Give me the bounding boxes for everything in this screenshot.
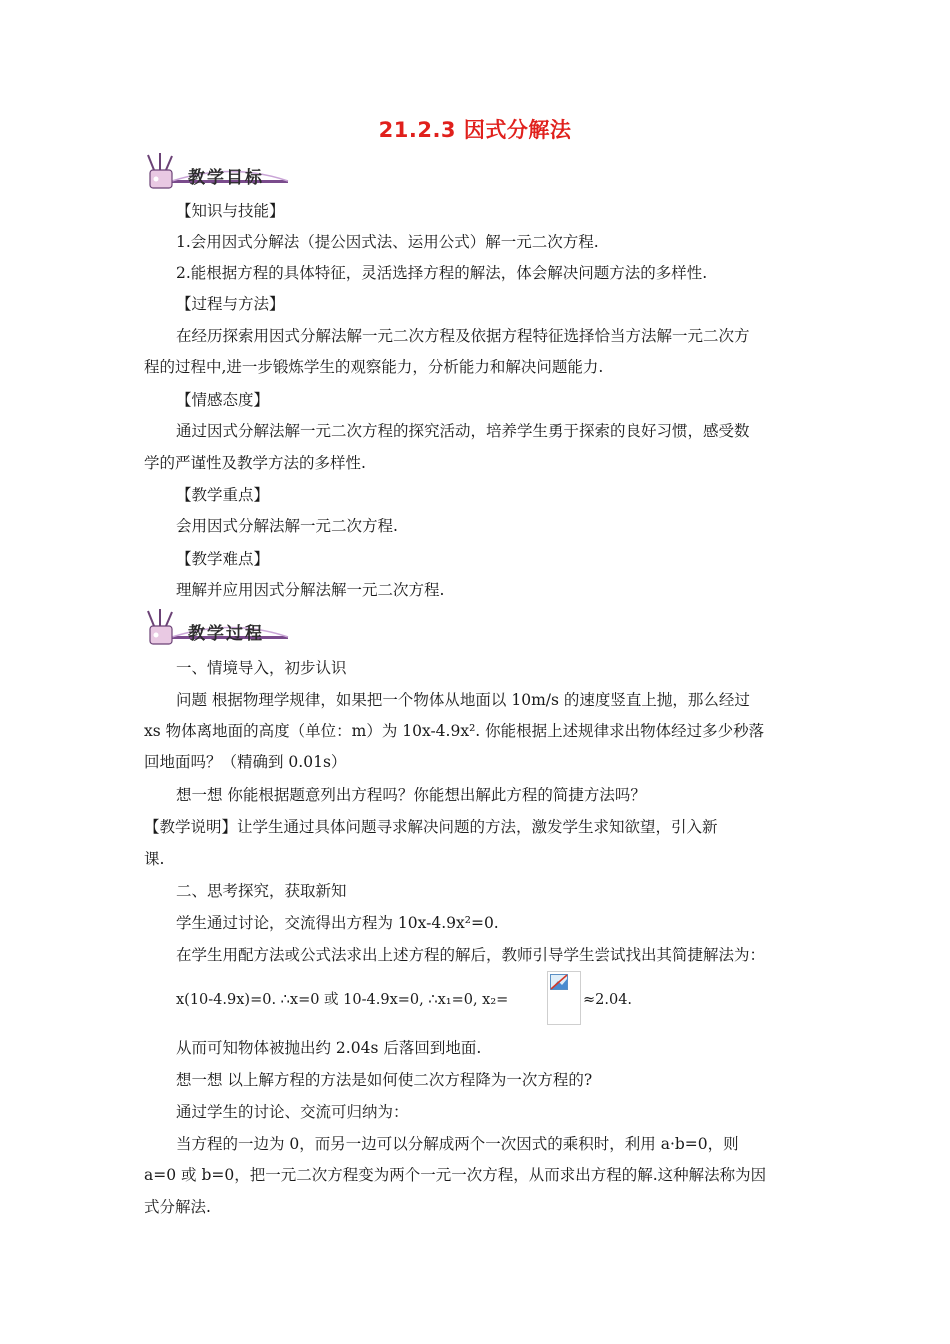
- broken-image-icon: [550, 974, 568, 990]
- text-line: 【教学难点】: [176, 550, 270, 568]
- text-line: 在学生用配方法或公式法求出上述方程的解后，教师引导学生尝试找出其简捷解法为：: [176, 946, 766, 964]
- equation-right: ≈2.04.: [583, 992, 633, 1008]
- text-line: 一、情境导入，初步认识: [176, 659, 347, 677]
- text-line: 问题 根据物理学规律，如果把一个物体从地面以 10m/s 的速度竖直上抛，那么经过: [176, 691, 750, 709]
- text-line: 回地面吗？（精确到 0.01s）: [144, 753, 347, 771]
- equation-left: x(10-4.9x)=0. ∴x=0 或 10-4.9x=0, ∴x₁=0, x₂=: [176, 992, 509, 1008]
- text-line: 【教学说明】让学生通过具体问题寻求解决问题的方法，激发学生求知欲望，引入新: [144, 818, 718, 836]
- text-line: 在经历探索用因式分解法解一元二次方程及依据方程特征选择恰当方法解一元二次方: [176, 327, 750, 345]
- text-line: 【情感态度】: [176, 391, 270, 409]
- section-heading-process-label: 教学过程: [188, 624, 264, 644]
- text-line: 式分解法.: [144, 1198, 211, 1216]
- text-line: 学的严谨性及教学方法的多样性.: [144, 454, 366, 472]
- section-heading-goals: [142, 152, 292, 196]
- page-title: 21.2.3 因式分解法: [378, 118, 572, 142]
- text-line: 程的过程中,进一步锻炼学生的观察能力，分析能力和解决问题能力.: [144, 358, 604, 376]
- text-line: 会用因式分解法解一元二次方程.: [176, 517, 398, 535]
- text-line: 想一想 以上解方程的方法是如何使二次方程降为一次方程的?: [176, 1071, 593, 1089]
- text-line: 想一想 你能根据题意列出方程吗？你能想出解此方程的简捷方法吗？: [176, 786, 646, 804]
- section-heading-process: [142, 608, 292, 652]
- text-line: 通过学生的讨论、交流可归纳为：: [176, 1103, 409, 1121]
- text-line: 【过程与方法】: [176, 295, 285, 313]
- text-line: 2.能根据方程的具体特征，灵活选择方程的解法，体会解决问题方法的多样性.: [176, 264, 708, 282]
- text-line: 学生通过讨论，交流得出方程为 10x-4.9x²=0.: [176, 914, 499, 932]
- text-line: 【教学重点】: [176, 486, 270, 504]
- section-heading-goals-label: 教学目标: [188, 168, 264, 188]
- text-line: 理解并应用因式分解法解一元二次方程.: [176, 581, 445, 599]
- text-line: 二、思考探究，获取新知: [176, 882, 347, 900]
- text-line: 1.会用因式分解法（提公因式法、运用公式）解一元二次方程.: [176, 233, 599, 251]
- text-line: 【知识与技能】: [176, 202, 285, 220]
- text-line: 从而可知物体被抛出约 2.04s 后落回到地面.: [176, 1039, 482, 1057]
- text-line: 课.: [144, 850, 165, 868]
- text-line: 当方程的一边为 0，而另一边可以分解成两个一次因式的乘积时，利用 a·b=0，则: [176, 1135, 739, 1153]
- text-line: 通过因式分解法解一元二次方程的探究活动，培养学生勇于探索的良好习惯，感受数: [176, 422, 750, 440]
- text-line: a=0 或 b=0，把一元二次方程变为两个一元一次方程，从而求出方程的解.这种解法称为因: [144, 1166, 767, 1184]
- text-line: xs 物体离地面的高度（单位：m）为 10x-4.9x². 你能根据上述规律求出物体经过多少秒落: [144, 722, 765, 740]
- fraction-image: [547, 971, 581, 1025]
